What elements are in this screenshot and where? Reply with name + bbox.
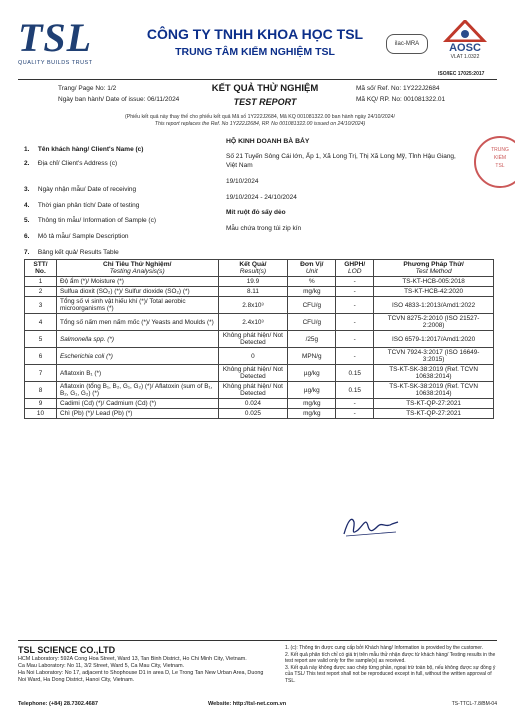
issue-date: Ngày ban hành/ Date of issue: 06/11/2024 bbox=[58, 96, 180, 103]
col-header-analysis-vi: Chỉ Tiêu Thử Nghiệm/ bbox=[103, 261, 172, 268]
sample-info-label: Thông tin mẫu/ Information of Sample (c) bbox=[37, 217, 157, 224]
col-header-method-vi: Phương Pháp Thử/ bbox=[403, 261, 464, 268]
info-row bbox=[24, 241, 119, 259]
client-address-value: Số 21 Tuyến Sông Cái lớn, Ấp 1, Xã Long Trị, Thị Xã Long Mỹ, Tỉnh Hậu Giang, Việt Nam bbox=[226, 153, 456, 169]
footer-telephone: Telephone: (+84) 28.7302.4687 bbox=[18, 701, 98, 707]
info-num: 4. bbox=[24, 202, 30, 209]
unit-cell: MPN/g bbox=[288, 348, 336, 365]
col-header-analysis-en: Testing Analysis(s) bbox=[109, 268, 165, 275]
result-cell: 2.4x10³ bbox=[218, 314, 288, 331]
footer-hcm-address: HCM Laboratory: 592A Cong Hoa Street, Ward 13, Tan Binh District, Ho Chi Minh City, Vietnam. bbox=[18, 656, 247, 662]
method-cell: TS-KT-QP-27:2021 bbox=[374, 409, 494, 419]
sample-info-value: Mít ruột đỏ sấy dẻo bbox=[226, 209, 286, 216]
footer-website[interactable]: Website: http://tsl-net.com.vn bbox=[208, 701, 287, 707]
table-row bbox=[25, 382, 494, 399]
row-number-cell: 10 bbox=[25, 409, 57, 419]
footer-contact bbox=[18, 701, 497, 707]
col-header-unit bbox=[288, 260, 336, 277]
method-cell: TCVN 7924-3:2017 (ISO 16649-3:2015) bbox=[374, 348, 494, 365]
row-number-cell: 6 bbox=[25, 348, 57, 365]
result-cell: 0.024 bbox=[218, 399, 288, 409]
ilac-mra-logo: ilac-MRA bbox=[386, 34, 428, 54]
lod-cell: - bbox=[336, 297, 374, 314]
footer-note: 1. (c): Thông tin được cung cấp bởi Khách hàng/ Information is provided by the customer. bbox=[285, 645, 483, 651]
method-cell: ISO 4833-1:2013/Amd1:2022 bbox=[374, 297, 494, 314]
replace-note bbox=[60, 114, 460, 128]
client-name-label: Tên khách hàng/ Client's Name (c) bbox=[37, 146, 144, 153]
replace-note-vi: (Phiếu kết quả này thay thế cho phiếu kết quả Mã số 1Y222J2684, Mã KQ 001081322.00 ban hành ngày 24/10/2024/ bbox=[125, 114, 395, 120]
result-cell: 0.025 bbox=[218, 409, 288, 419]
analysis-cell: Tổng số vi sinh vật hiếu khí (*)/ Total aerobic microorganisms (*) bbox=[56, 297, 218, 314]
report-title-vi: KẾT QUẢ THỬ NGHIỆM bbox=[211, 83, 319, 94]
footer-note: 3. Kết quả này không được sao chép từng phần, ngoại trừ toàn bộ, nếu không được sự đồng ý của TSL/ This test report shall not be reproduced except in full, without the written approval of TSL. bbox=[285, 664, 496, 684]
logo-tagline: QUALITY BUILDS TRUST bbox=[18, 60, 93, 66]
table-row bbox=[25, 277, 494, 287]
unit-cell: % bbox=[288, 277, 336, 287]
client-name-value: HỘ KINH DOANH BÀ BẢY bbox=[226, 138, 310, 145]
col-header-result-en: Result(s) bbox=[239, 268, 267, 275]
table-row bbox=[25, 409, 494, 419]
aosc-label: AOSC bbox=[449, 42, 481, 54]
lod-cell: - bbox=[336, 348, 374, 365]
company-logo bbox=[18, 15, 110, 66]
ref-number: Mã số/ Ref. No: 1Y222J2684 bbox=[356, 85, 440, 92]
analysis-cell: Sulfua dioxit (SO₂) (*)/ Sulfur dioxide (SO₂) (*) bbox=[56, 287, 218, 297]
iso-label: ISO/IEC 17025:2017 bbox=[438, 71, 485, 77]
row-number-cell: 3 bbox=[25, 297, 57, 314]
testing-date-value: 19/10/2024 - 24/10/2024 bbox=[226, 194, 297, 201]
result-cell: 2.8x10³ bbox=[218, 297, 288, 314]
method-cell: TS-KT-HCB-005:2018 bbox=[374, 277, 494, 287]
col-header-unit-vi: Đơn Vị/ bbox=[300, 261, 324, 268]
analysis-cell: Độ ẩm (*)/ Moisture (*) bbox=[56, 277, 218, 287]
method-cell: TS-KT-SK-38:2019 (Ref. TCVN 10638:2014) bbox=[374, 382, 494, 399]
col-header-lod bbox=[336, 260, 374, 277]
col-header-method-en: Test Method bbox=[415, 268, 452, 275]
lod-cell: - bbox=[336, 314, 374, 331]
report-title bbox=[210, 83, 320, 107]
footer-company: TSL SCIENCE CO.,LTD bbox=[18, 645, 116, 655]
logo-text: TSL bbox=[18, 15, 93, 60]
unit-cell: CFU/g bbox=[288, 297, 336, 314]
footer-form-code: TS-TTCL-7.8/BM-04 bbox=[451, 701, 497, 707]
aosc-accreditation-logo bbox=[436, 20, 494, 60]
header-divider bbox=[18, 79, 497, 80]
unit-cell: mg/kg bbox=[288, 287, 336, 297]
row-number-cell: 7 bbox=[25, 365, 57, 382]
lod-cell: - bbox=[336, 409, 374, 419]
unit-cell: /25g bbox=[288, 331, 336, 348]
lod-cell: - bbox=[336, 287, 374, 297]
lod-cell: - bbox=[336, 399, 374, 409]
vlat-label: VLAT 1.0322 bbox=[450, 54, 480, 60]
info-row bbox=[24, 152, 117, 170]
analysis-cell: Cadimi (Cd) (*)/ Cadmium (Cd) (*) bbox=[56, 399, 218, 409]
analysis-cell: Salmonella spp. (*) bbox=[56, 331, 218, 348]
method-cell: TS-KT-SK-38:2019 (Ref. TCVN 10638:2014) bbox=[374, 365, 494, 382]
receiving-date-label: Ngày nhận mẫu/ Date of receiving bbox=[37, 186, 137, 193]
col-header-analysis bbox=[56, 260, 218, 277]
results-table-label: Bảng kết quả/ Results Table bbox=[37, 249, 119, 256]
analysis-cell: Escherichia coli (*) bbox=[56, 348, 218, 365]
info-num: 5. bbox=[24, 217, 30, 224]
result-cell: Không phát hiện/ Not Detected bbox=[218, 331, 288, 348]
info-num: 1. bbox=[24, 146, 30, 153]
result-cell: 0 bbox=[218, 348, 288, 365]
table-row bbox=[25, 314, 494, 331]
analysis-cell: Aflatoxin B₁ (*) bbox=[56, 365, 218, 382]
method-cell: TS-KT-QP-27:2021 bbox=[374, 399, 494, 409]
sample-description-label: Mô tả mẫu/ Sample Description bbox=[37, 233, 129, 240]
footer-divider bbox=[18, 640, 497, 641]
unit-cell: µg/kg bbox=[288, 365, 336, 382]
unit-cell: mg/kg bbox=[288, 409, 336, 419]
row-number-cell: 1 bbox=[25, 277, 57, 287]
aosc-triangle-icon bbox=[440, 20, 490, 42]
replace-note-en: This report replaces the Ref. No 1Y222J2684, RP. No 001081322.00 issued on 24/10/2024) bbox=[154, 121, 366, 127]
col-header-result-vi: Kết Quả/ bbox=[239, 261, 267, 268]
footer-notes bbox=[285, 645, 497, 684]
lod-cell: - bbox=[336, 331, 374, 348]
footer-hanoi-address: Ha Noi Laboratory: No 17, adjacent to Shophouse D1 in area D, Le Trong Tan New Urban Area, Duong Noi Ward, Ha Dong District, Hanoi City, Vietnam. bbox=[18, 670, 264, 683]
row-number-cell: 8 bbox=[25, 382, 57, 399]
col-header-lod-vi: GHPH/ bbox=[344, 261, 366, 268]
col-header-unit-en: Unit bbox=[305, 268, 318, 275]
method-cell: TCVN 8275-2:2010 (ISO 21527-2:2008) bbox=[374, 314, 494, 331]
result-cell: Không phát hiện/ Not Detected bbox=[218, 382, 288, 399]
table-row bbox=[25, 348, 494, 365]
lod-cell: 0.15 bbox=[336, 365, 374, 382]
company-seal-stamp: TRUNG KIỂM TSL bbox=[474, 136, 515, 188]
col-header-lod-en: LOD bbox=[347, 268, 362, 275]
unit-cell: CFU/g bbox=[288, 314, 336, 331]
analysis-cell: Tổng số nấm men nấm mốc (*)/ Yeasts and Moulds (*) bbox=[56, 314, 218, 331]
footer-note: 2. Kết quả phân tích chỉ có giá trị trên mẫu thử nhận được từ khách hàng/ Testing results in the test report are valid only for the sample(s) as received. bbox=[285, 651, 496, 664]
lod-cell: - bbox=[336, 277, 374, 287]
table-row bbox=[25, 365, 494, 382]
col-header-no: STT/ No. bbox=[25, 260, 57, 277]
result-cell: Không phát hiện/ Not Detected bbox=[218, 365, 288, 382]
analysis-cell: Aflatoxin (tổng B₁, B₂, G₁, G₂) (*)/ Aflatoxin (sum of B₁, B₂, G₁, G₂) (*) bbox=[56, 382, 218, 399]
table-header-row bbox=[25, 260, 494, 277]
row-number-cell: 9 bbox=[25, 399, 57, 409]
info-num: 3. bbox=[24, 186, 30, 193]
info-num: 2. bbox=[24, 160, 30, 167]
table-row bbox=[25, 399, 494, 409]
analysis-cell: Chì (Pb) (*)/ Lead (Pb) (*) bbox=[56, 409, 218, 419]
testing-date-label: Thời gian phân tích/ Date of testing bbox=[37, 202, 140, 209]
report-title-en: TEST REPORT bbox=[233, 97, 297, 107]
unit-cell: µg/kg bbox=[288, 382, 336, 399]
result-cell: 19.9 bbox=[218, 277, 288, 287]
client-address-label: Địa chỉ/ Client's Address (c) bbox=[37, 160, 118, 167]
footer-camau-address: Ca Mau Laboratory: No 11, 3/2 Street, Ward 5, Ca Mau City, Vietnam. bbox=[18, 663, 185, 669]
signature bbox=[340, 512, 402, 540]
col-header-method bbox=[374, 260, 494, 277]
sample-description-value: Mẫu chứa trong túi zip kín bbox=[226, 225, 302, 232]
row-number-cell: 5 bbox=[25, 331, 57, 348]
rp-number: Mã KQ/ RP. No: 001081322.01 bbox=[356, 96, 446, 103]
footer-addresses bbox=[18, 656, 268, 684]
table-row bbox=[25, 287, 494, 297]
page-number: Trang/ Page No: 1/2 bbox=[58, 85, 117, 92]
table-row bbox=[25, 297, 494, 314]
row-number-cell: 4 bbox=[25, 314, 57, 331]
info-num: 7. bbox=[24, 249, 30, 256]
unit-cell: mg/kg bbox=[288, 399, 336, 409]
table-row bbox=[25, 331, 494, 348]
method-cell: TS-KT-HCB-42:2020 bbox=[374, 287, 494, 297]
results-table bbox=[24, 259, 494, 419]
info-num: 6. bbox=[24, 233, 30, 240]
company-name: CÔNG TY TNHH KHOA HỌC TSL bbox=[146, 26, 364, 42]
receiving-date-value: 19/10/2024 bbox=[226, 178, 259, 185]
method-cell: ISO 6579-1:2017/Amd1:2020 bbox=[374, 331, 494, 348]
row-number-cell: 2 bbox=[25, 287, 57, 297]
center-name: TRUNG TÂM KIỂM NGHIỆM TSL bbox=[175, 46, 335, 58]
lod-cell: 0.15 bbox=[336, 382, 374, 399]
col-header-result bbox=[218, 260, 288, 277]
result-cell: 8.11 bbox=[218, 287, 288, 297]
